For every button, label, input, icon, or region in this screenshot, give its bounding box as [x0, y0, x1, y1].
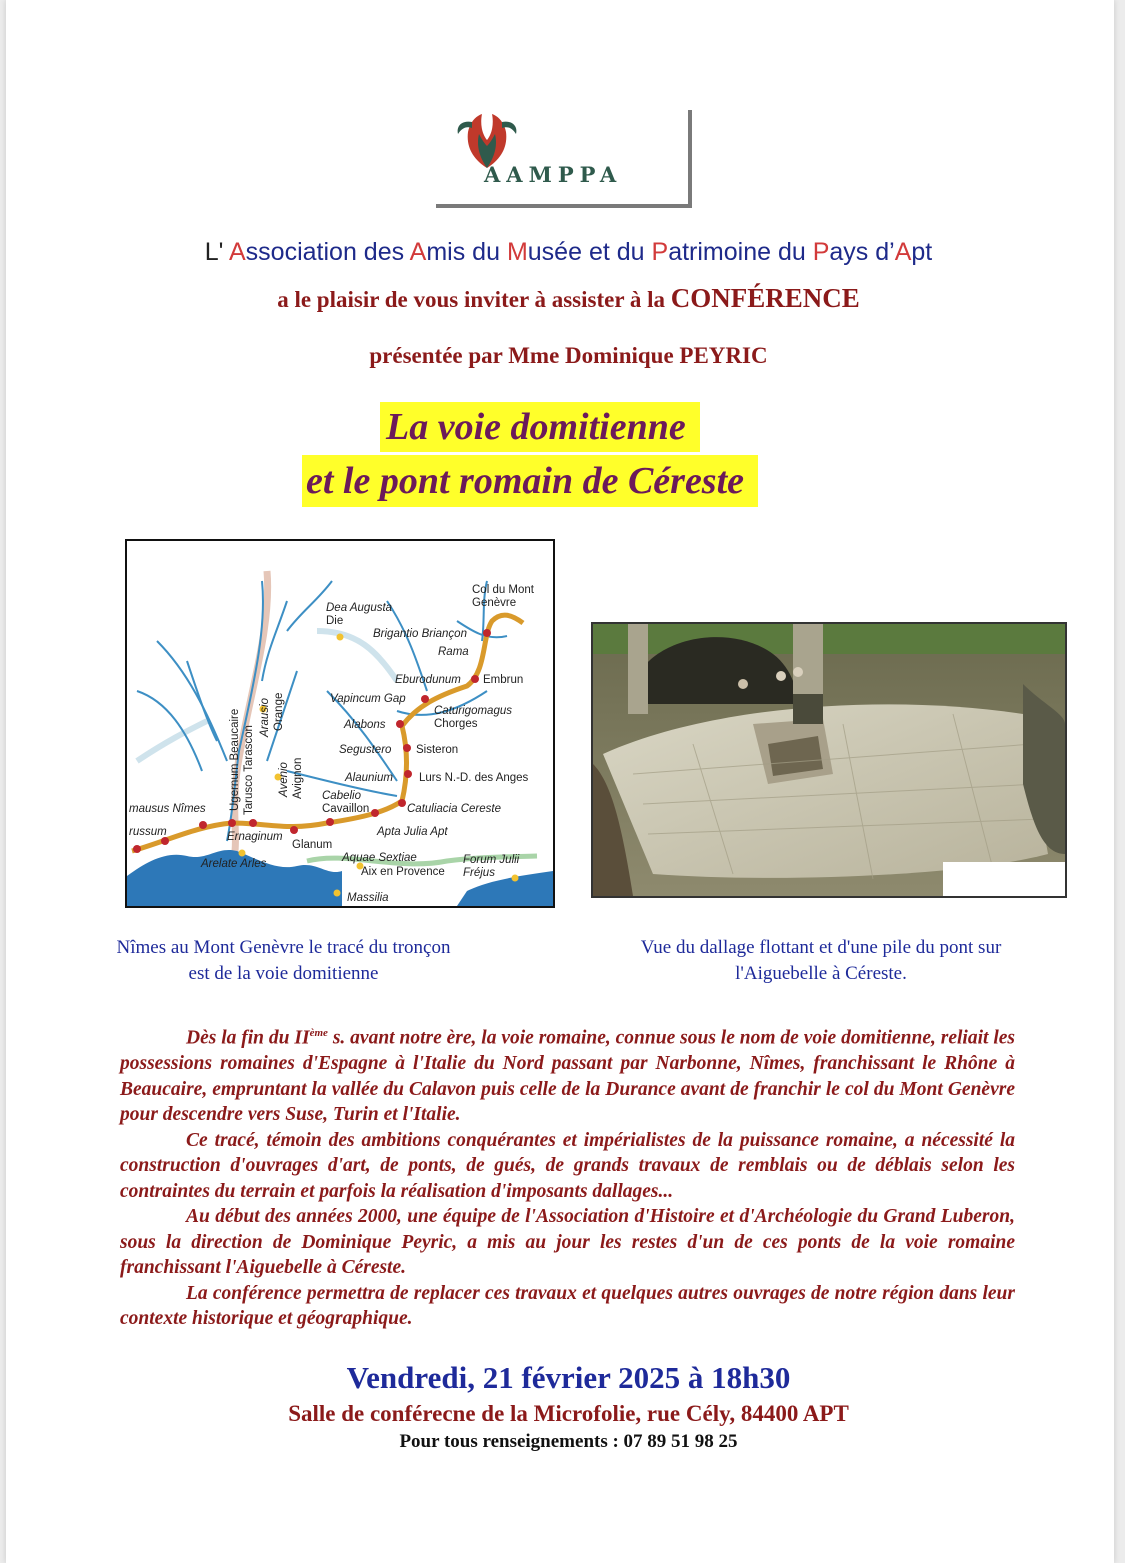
contact-info: Pour tous renseignements : 07 89 51 98 25	[399, 1431, 738, 1452]
paragraph-2: Ce tracé, témoin des ambitions conquérantes et impérialistes de la puissance romaine, a nécessité la construction d'ouvrages d'art, de ponts, de gués, de grands travaux de remblais ou de déblais selon les contraintes du terrain et parfois la réalisation d'imposants dallages...	[120, 1129, 1015, 1202]
map-label: Arausio	[259, 698, 271, 737]
association-segment: P	[812, 238, 830, 266]
map-label: Tarusco Tarascon	[243, 725, 255, 815]
invitation-line	[6, 283, 1125, 314]
map-label: Orange	[273, 692, 285, 731]
description-text	[120, 1021, 1015, 1332]
bridge-photo	[591, 622, 1067, 898]
paragraph-1-start: Dès la fin du II	[186, 1027, 310, 1049]
century-superscript: ème	[309, 1027, 328, 1039]
map-label: Sisteron	[416, 744, 459, 756]
map-label: Dea Augusta	[326, 602, 393, 614]
map-label: Vapincum Gap	[330, 693, 406, 705]
association-segment: L'	[204, 238, 229, 266]
map-label: Caturigomagus	[434, 705, 512, 717]
paragraph-1-rest: s. avant notre ère, la voie romaine, connue sous le nom de voie domitienne, reliait les possessions romaines d'Espagne à l'Italie du Nord passant par Narbonne, Nîmes, franchissant le Rhône à Beaucaire, empruntant la vallée du Calavon puis celle de la Durance avant de franchir le col du Mont Genèvre pour descendre vers Suse, Turin et l'Italie.	[120, 1027, 1015, 1125]
route-map-drawing	[127, 541, 553, 906]
association-segment: mis du	[426, 238, 507, 266]
invitation-text: a le plaisir de vous inviter à assister à la	[277, 287, 671, 312]
association-segment: usée et du	[527, 238, 652, 266]
event-venue: Salle de conférecne de la Microfolie, rue Cély, 84400 APT	[288, 1401, 849, 1426]
map-label: Ugernum Beaucaire	[229, 708, 241, 811]
map-label: Arelate Arles	[201, 858, 267, 870]
paragraph-4: La conférence permettra de replacer ces travaux et quelques autres ouvrages de notre région dans leur contexte historique et géographique.	[120, 1282, 1015, 1329]
map-label: Apta Julia Apt	[377, 826, 448, 838]
map-label: Aix en Provence	[361, 866, 445, 878]
map-label: Glanum	[292, 839, 333, 851]
map-label: Alabons	[344, 719, 386, 731]
map-label: Brigantio Briançon	[373, 628, 467, 640]
map-label: russum	[129, 826, 167, 838]
association-segment: M	[506, 238, 528, 266]
map-label: Eburodunum	[395, 674, 461, 686]
title-line-1: La voie domitienne	[380, 402, 700, 452]
map-label: Lurs N.-D. des Anges	[419, 772, 529, 784]
map-label: Avenio	[278, 762, 290, 797]
title-line-2: et le pont romain de Céreste	[302, 455, 758, 507]
invitation-sheet	[6, 0, 1114, 1563]
map-label: Embrun	[483, 674, 524, 686]
map-label: Rama	[438, 646, 469, 658]
map-label: Catuliacia Cereste	[407, 803, 501, 815]
association-segment: P	[651, 238, 669, 266]
paragraph-1	[120, 1021, 1015, 1128]
map-label: Aquae Sextiae	[342, 852, 417, 864]
map-label: Col du Mont	[472, 584, 535, 596]
map-label: Avignon	[292, 757, 304, 799]
map-label: Fréjus	[463, 867, 495, 879]
association-name	[6, 238, 1125, 267]
photo-caption: Vue du dallage flottant et d'une pile du pont sur l'Aiguebelle à Céreste.	[640, 937, 1002, 984]
map-label: Alaunium	[345, 772, 393, 784]
association-segment: pt	[911, 238, 933, 266]
association-segment: ays d’	[829, 238, 895, 266]
map-label: Genèvre	[472, 597, 517, 609]
conference-word: CONFÉRENCE	[670, 283, 860, 313]
logo	[436, 110, 692, 208]
map-label: Forum Julii	[463, 854, 520, 866]
map-label: Massilia	[347, 892, 389, 904]
association-segment: A	[409, 238, 427, 266]
map-label: Cavaillon	[322, 803, 370, 815]
paragraph-3: Au début des années 2000, une équipe de l'Association d'Histoire et d'Archéologie du Grand Luberon, sous la direction de Dominique Peyric, a mis au jour les restes d'un de ces ponts de la voie romaine franchissant l'Aiguebelle à Céreste.	[120, 1206, 1015, 1278]
map-label: mausus Nîmes	[129, 803, 206, 815]
map-label: Die	[326, 615, 344, 627]
logo-text: AAMPPA	[484, 162, 623, 187]
association-segment: A	[894, 238, 912, 266]
map-label: Cabelio	[322, 790, 361, 802]
bridge-photo-image	[593, 624, 1065, 896]
route-map	[125, 539, 555, 908]
map-label: Ernaginum	[227, 831, 283, 843]
map-caption: Nîmes au Mont Genèvre le tracé du tronçon est de la voie domitienne	[116, 937, 451, 984]
event-date: Vendredi, 21 février 2025 à 18h30	[346, 1360, 791, 1395]
association-segment: ssociation des	[245, 238, 410, 266]
association-segment: atrimoine du	[668, 238, 813, 266]
map-label: Segustero	[339, 744, 392, 756]
presenter-line: présentée par Mme Dominique PEYRIC	[369, 343, 768, 368]
association-segment: A	[228, 238, 246, 266]
map-label: Chorges	[434, 718, 478, 730]
